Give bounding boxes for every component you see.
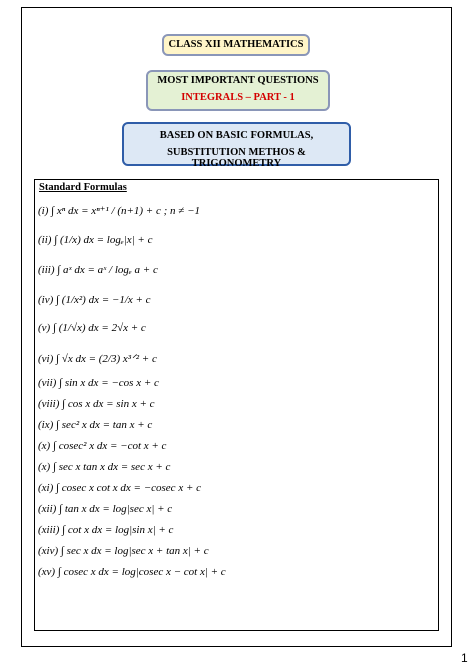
formula-expression: ∫ sec x tan x dx = sec x + c xyxy=(52,461,171,473)
formula-number: (viii) xyxy=(38,398,60,410)
class-title-box xyxy=(162,34,310,56)
subtitle-line-1: MOST IMPORTANT QUESTIONS xyxy=(157,75,319,86)
class-title: CLASS XII MATHEMATICS xyxy=(168,39,304,50)
formula-row xyxy=(38,524,173,544)
formula-number: (xii) xyxy=(38,503,57,515)
formula-row xyxy=(38,398,155,418)
formula-row xyxy=(38,440,166,460)
formula-number: (ii) xyxy=(38,234,52,246)
formula-row xyxy=(38,352,157,372)
formula-number: (v) xyxy=(38,322,51,334)
formula-expression: ∫ sec x dx = log|sec x + tan x| + c xyxy=(60,545,209,557)
formula-number: (xiii) xyxy=(38,524,60,536)
formula-expression: ∫ sin x dx = −cos x + c xyxy=(59,377,159,389)
formula-expression: ∫ xⁿ dx = xⁿ⁺¹ / (n+1) + c ; n ≠ −1 xyxy=(51,205,200,217)
formula-row xyxy=(38,294,151,314)
formula-number: (xv) xyxy=(38,566,56,578)
formula-row xyxy=(38,482,201,502)
page-number: 1 xyxy=(461,651,468,665)
formula-expression: ∫ sec² x dx = tan x + c xyxy=(56,419,153,431)
formula-expression: ∫ (1/√x) dx = 2√x + c xyxy=(52,322,146,334)
formula-row xyxy=(38,377,159,397)
formula-row xyxy=(38,419,152,439)
formula-row xyxy=(38,566,226,586)
formula-expression: ∫ cosec x cot x dx = −cosec x + c xyxy=(56,482,202,494)
topic-line-1: BASED ON BASIC FORMULAS, xyxy=(159,130,314,141)
formula-row xyxy=(38,461,170,481)
formula-number: (xi) xyxy=(38,482,54,494)
section-title: Standard Formulas xyxy=(39,182,127,193)
formula-expression: ∫ (1/x) dx = logₑ|x| + c xyxy=(54,234,153,246)
footer-divider xyxy=(150,646,330,647)
formula-expression: ∫ cosec² x dx = −cot x + c xyxy=(52,440,167,452)
formula-number: (i) xyxy=(38,205,49,217)
formula-row xyxy=(38,204,200,224)
formula-expression: ∫ aˣ dx = aˣ / logₑ a + c xyxy=(57,264,158,276)
formula-expression: ∫ (1/x²) dx = −1/x + c xyxy=(56,294,151,306)
subtitle-box xyxy=(146,70,330,111)
formula-expression: ∫ cosec x dx = log|cosec x − cot x| + c xyxy=(57,566,226,578)
formula-row xyxy=(38,234,152,254)
formula-number: (vii) xyxy=(38,377,57,389)
formula-number: (x) xyxy=(38,440,51,452)
formula-expression: ∫ √x dx = (2/3) x³ᐟ² + c xyxy=(56,353,157,365)
formula-row xyxy=(38,545,209,565)
formula-number: (ix) xyxy=(38,419,54,431)
formula-expression: ∫ tan x dx = log|sec x| + c xyxy=(59,503,173,515)
subtitle-line-2: INTEGRALS – PART - 1 xyxy=(181,92,295,103)
formula-row xyxy=(38,264,158,284)
formula-expression: ∫ cot x dx = log|sin x| + c xyxy=(62,524,174,536)
formula-expression: ∫ cos x dx = sin x + c xyxy=(62,398,155,410)
formula-number: (vi) xyxy=(38,353,54,365)
formula-number: (xiv) xyxy=(38,545,59,557)
formula-number: (iii) xyxy=(38,264,55,276)
formula-row xyxy=(38,503,172,523)
topic-line-2: SUBSTITUTION METHOS & TRIGONOMETRY xyxy=(167,147,306,169)
topic-box xyxy=(122,122,351,169)
formula-number: (x) xyxy=(38,461,51,473)
formula-number: (iv) xyxy=(38,294,54,306)
formula-row xyxy=(38,322,146,342)
